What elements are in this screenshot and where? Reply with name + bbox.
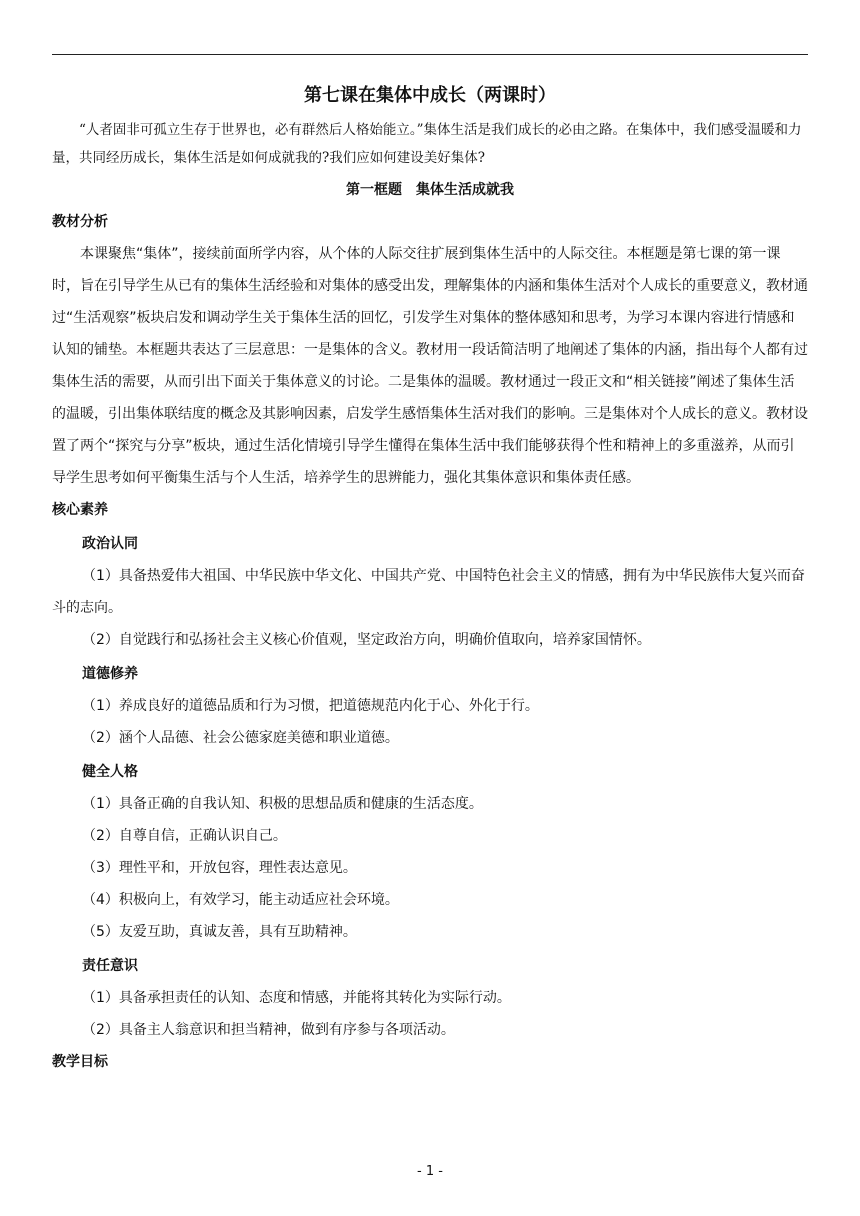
section-heading: 健全人格 (82, 764, 138, 780)
list-item: （2）具备主人翁意识和担当精神，做到有序参与各项活动。 (82, 1022, 455, 1038)
section-moral (52, 658, 808, 754)
section-personality (52, 756, 808, 948)
list-item: （2）涵个人品德、社会公德家庭美德和职业道德。 (82, 730, 399, 746)
intro-quote: “人者固非可孤立生存于世界也，必有群然后人格始能立。”集体生活是我们成长的必由之路。在集体中，我们感受温暖和力量，共同经历成长，集体生活是如何成就我的?我们应如何建设美好集体? (52, 122, 802, 166)
list-item: （2）自觉践行和弘扬社会主义核心价值观，坚定政治方向，明确价值取向，培养家国情怀。 (82, 632, 651, 648)
core-heading: 核心素养 (52, 502, 108, 518)
list-item: （3）理性平和，开放包容，理性表达意见。 (82, 860, 357, 876)
section-subtitle: 第一框题 集体生活成就我 (346, 182, 514, 198)
section-political (52, 528, 808, 656)
material-paragraph: 本课聚焦“集体”，接续前面所学内容，从个体的人际交往扩展到集体生活中的人际交往。本框题是第七课的第一课时，旨在引导学生从已有的集体生活经验和对集体的感受出发，理解集体的内涵和集体生活对个人成长的重要意义，教材通过“生活观察”板块启发和调动学生关于集体生活的回忆，引发学生对集体的整体感知和思考，为学习本课内容进行情感和认知的铺垫。本框题共表达了三层意思：一是集体的含义。教材用一段话简洁明了地阐述了集体的内涵，指出每个人都有过集体生活的需要，从而引出下面关于集体意义的讨论。二是集体的温暖。教材通过一段正文和“相关链接”阐述了集体生活的温暖，引出集体联结度的概念及其影响因素，启发学生感悟集体生活对我们的影响。三是集体对个人成长的意义。教材设置了两个“探究与分享”板块，通过生活化情境引导学生懂得在集体生活中我们能够获得个性和精神上的多重滋养，从而引导学生思考如何平衡集生活与个人生活，培养学生的思辨能力，强化其集体意识和集体责任感。 (52, 246, 808, 486)
section-heading: 责任意识 (82, 958, 138, 974)
list-item: （1）具备正确的自我认知、积极的思想品质和健康的生活态度。 (82, 796, 483, 812)
list-item: （1）具备热爱伟大祖国、中华民族中华文化、中国共产党、中国特色社会主义的情感，拥有为中华民族伟大复兴而奋斗的志向。 (52, 568, 805, 616)
list-item: （1）具备承担责任的认知、态度和情感，并能将其转化为实际行动。 (82, 990, 511, 1006)
header-rule (52, 54, 808, 55)
list-item: （4）积极向上，有效学习，能主动适应社会环境。 (82, 892, 399, 908)
goals-heading: 教学目标 (52, 1054, 108, 1070)
page-title: 第七课在集体中成长（两课时） (304, 85, 556, 106)
section-responsibility (52, 950, 808, 1046)
document-body (52, 80, 808, 1078)
list-item: （2）自尊自信，正确认识自己。 (82, 828, 287, 844)
material-heading: 教材分析 (52, 214, 108, 230)
section-heading: 政治认同 (82, 536, 138, 552)
list-item: （5）友爱互助，真诚友善，具有互助精神。 (82, 924, 357, 940)
page-number: - 1 - (417, 1164, 443, 1179)
list-item: （1）养成良好的道德品质和行为习惯，把道德规范内化于心、外化于行。 (82, 698, 539, 714)
section-heading: 道德修养 (82, 666, 138, 682)
